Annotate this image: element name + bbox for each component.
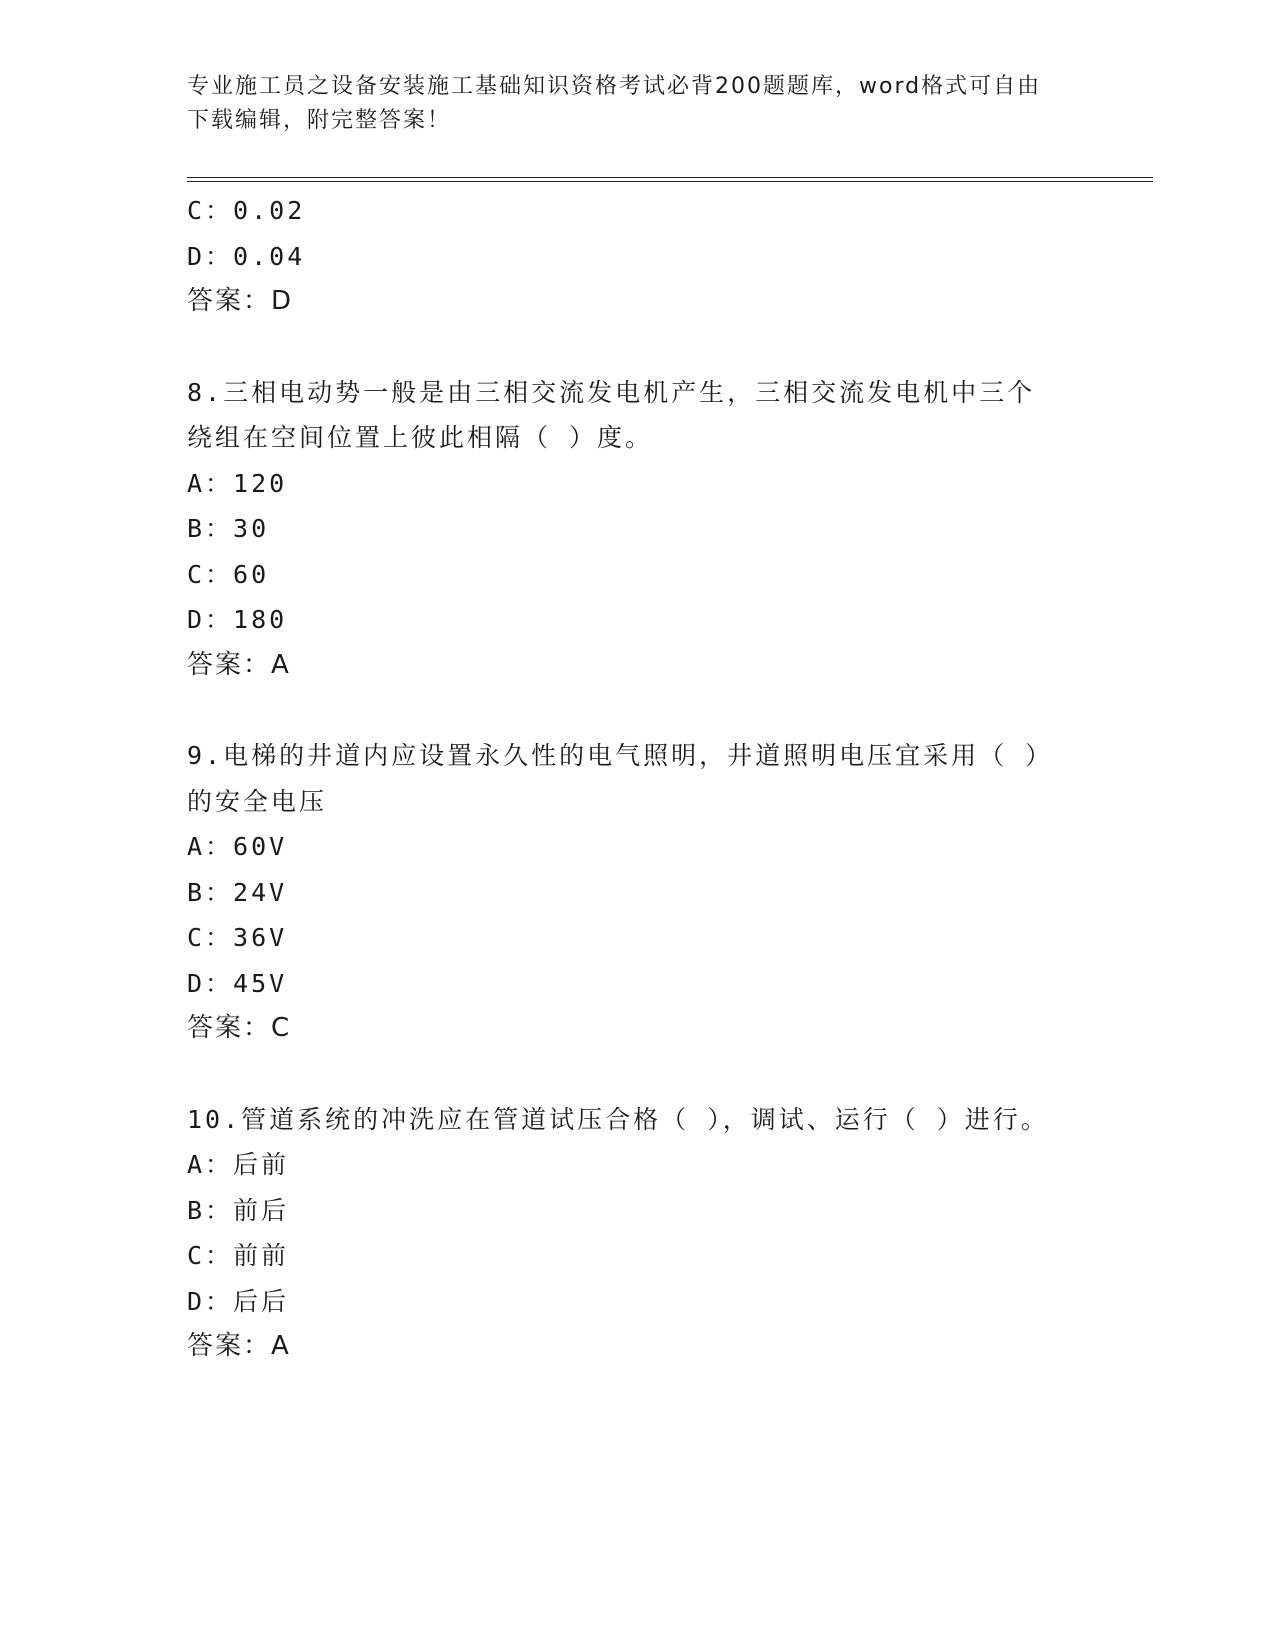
option-d: D：后后: [187, 1286, 290, 1316]
header-title-line-1: 专业施工员之设备安装施工基础知识资格考试必背200题题库，word格式可自由: [187, 74, 1042, 99]
spacer: [187, 1052, 1087, 1097]
spacer: [187, 325, 1087, 370]
option-b: B：前后: [187, 1195, 290, 1225]
option-d: D：45V: [187, 968, 288, 998]
question-stem: 8.三相电动势一般是由三相交流发电机产生，三相交流发电机中三个: [187, 377, 1036, 407]
answer-line: 答案：D: [187, 286, 294, 316]
spacer: [187, 688, 1087, 733]
option-a: A：60V: [187, 832, 288, 861]
option-c: C：60: [187, 559, 270, 589]
question-stem: 9.电梯的井道内应设置永久性的电气照明，井道照明电压宜采用（ ）: [187, 741, 1054, 770]
answer-line: 答案：A: [187, 649, 291, 680]
previous-question-tail: [187, 188, 1087, 325]
answer-line: 答案：C: [187, 1013, 292, 1043]
question-stem: 的安全电压: [187, 786, 328, 816]
question-list: [187, 188, 1087, 1370]
question-8: [187, 370, 1087, 689]
header-title-line-2: 下载编辑，附完整答案！: [187, 108, 452, 133]
header-divider: [187, 177, 1153, 182]
option-b: B：24V: [187, 877, 288, 907]
document-header: [187, 70, 1087, 138]
question-10: [187, 1097, 1087, 1370]
option-c: C：36V: [187, 923, 288, 952]
option-a: A：后前: [187, 1150, 290, 1179]
question-9: [187, 733, 1087, 1052]
option-c: C：前前: [187, 1241, 290, 1270]
answer-line: 答案：A: [187, 1331, 291, 1361]
option-c: C：0.02: [187, 196, 306, 225]
question-stem: 绕组在空间位置上彼此相隔（ ）度。: [187, 423, 654, 452]
option-a: A：120: [187, 468, 288, 498]
question-stem: 10.管道系统的冲洗应在管道试压合格（ ），调试、运行（ ）进行。: [187, 1104, 1049, 1134]
option-d: D：0.04: [187, 241, 306, 271]
option-b: B：30: [187, 514, 270, 543]
option-d: D：180: [187, 605, 288, 634]
